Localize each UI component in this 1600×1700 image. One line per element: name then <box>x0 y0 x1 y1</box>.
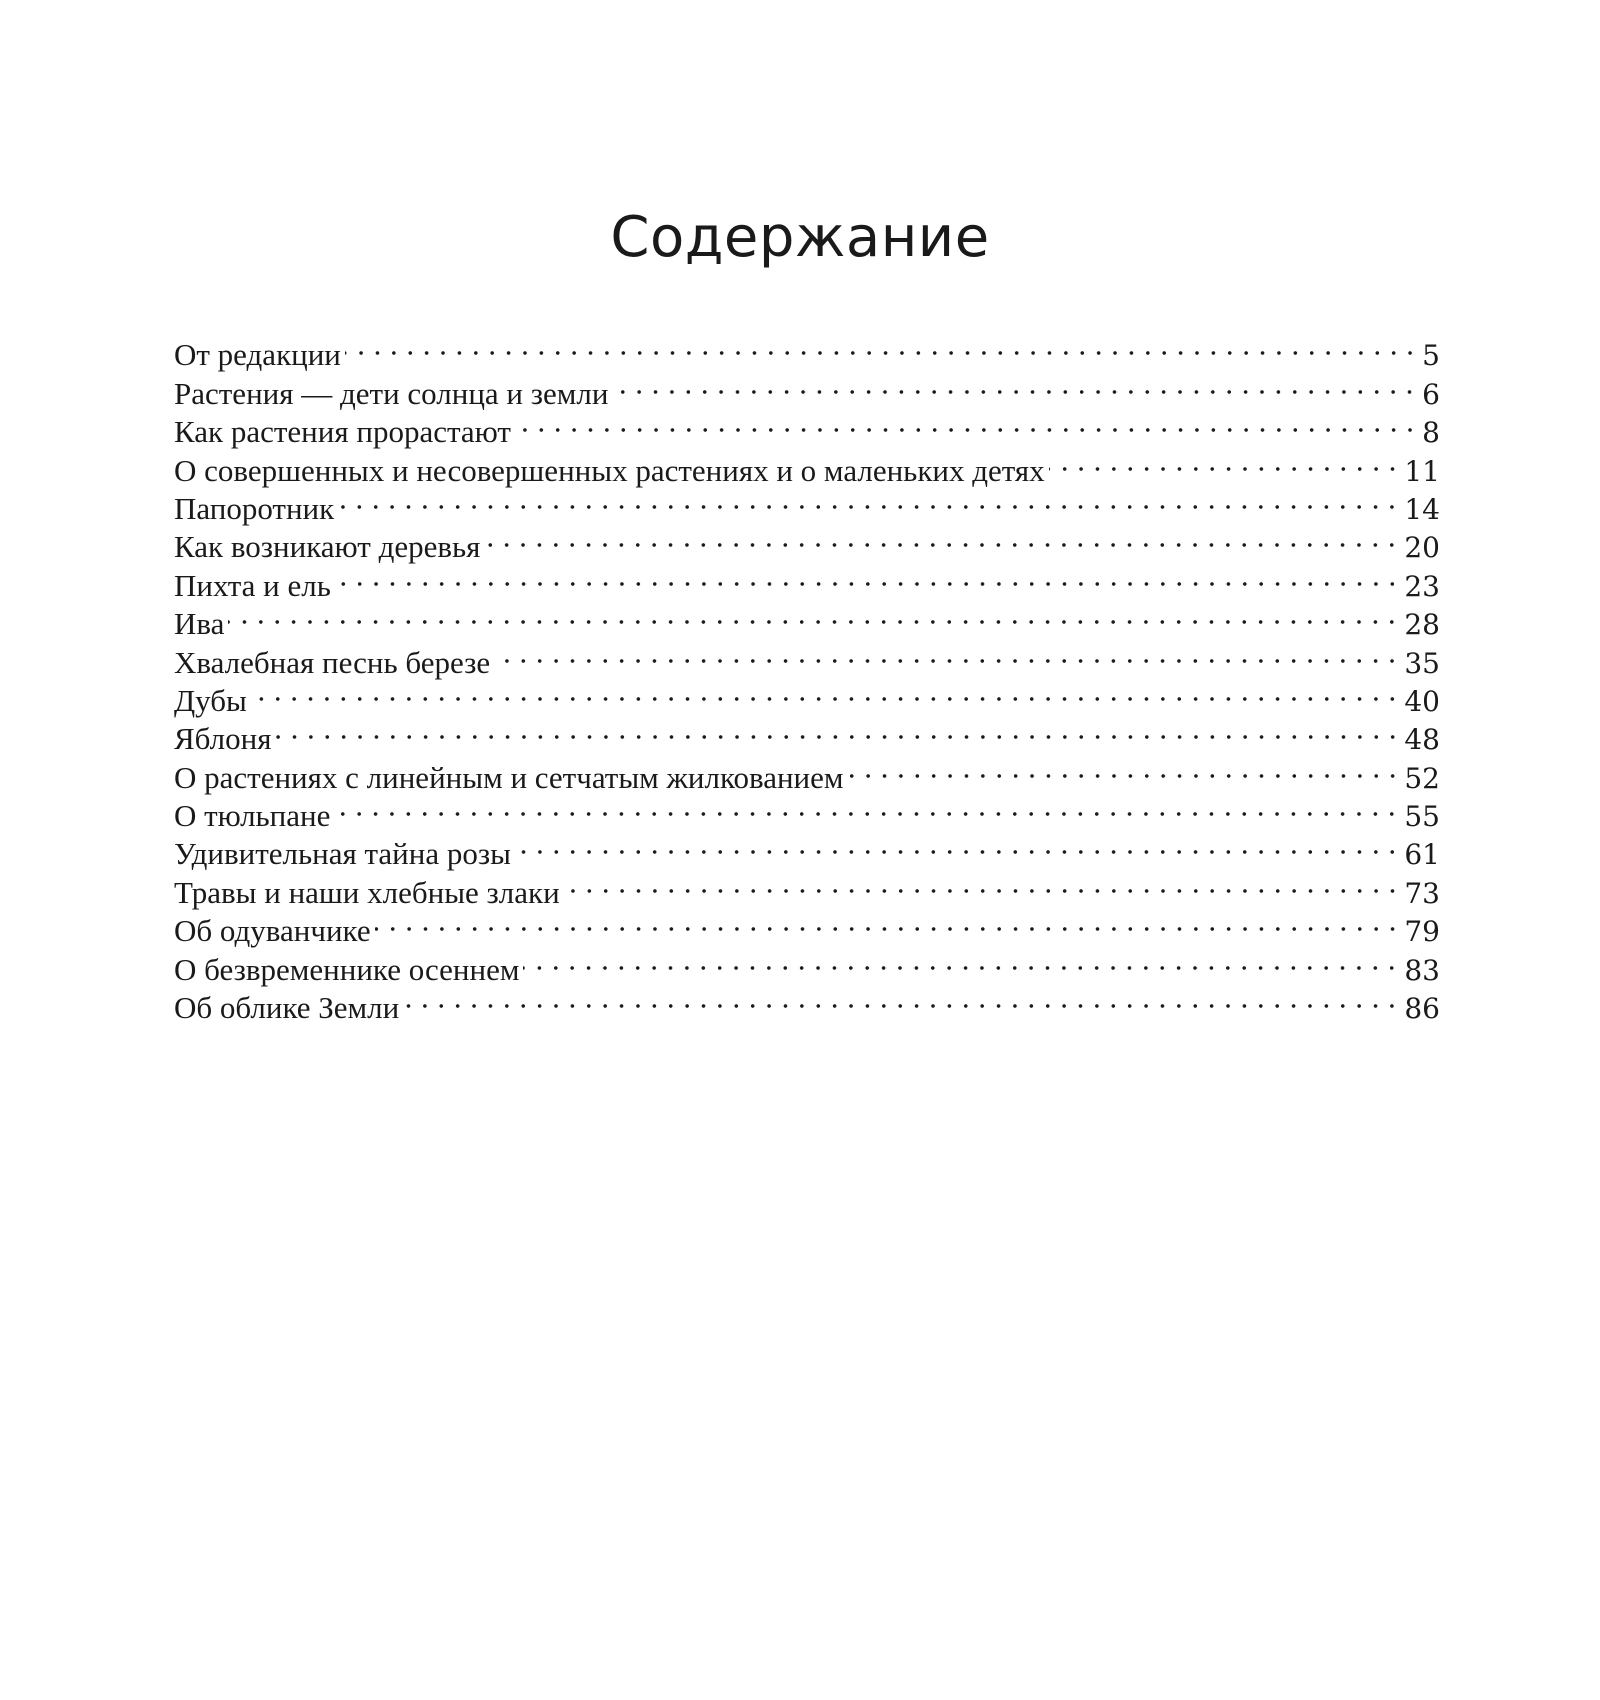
toc-entry <box>174 711 1440 757</box>
dot-leader <box>228 596 1400 634</box>
dot-leader <box>338 481 1400 519</box>
toc-entry-title: О совершенных и несовершенных растениях и о маленьких детях <box>174 452 1045 488</box>
toc-entry-page: 6 <box>1422 377 1440 411</box>
toc-entry <box>174 788 1440 834</box>
dot-leader <box>251 673 1401 711</box>
dot-leader <box>494 634 1400 672</box>
toc-entry-title: Как растения прорастают <box>174 414 511 450</box>
toc-entry-title: Травы и наши хлебные злаки <box>174 874 560 910</box>
toc-entry-title: Пихта и ель <box>174 567 331 603</box>
toc-entry-title: Дубы <box>174 682 247 718</box>
page-title: Содержание <box>610 205 990 270</box>
toc-entry <box>174 596 1440 642</box>
toc-entry <box>174 519 1440 565</box>
toc-entry-title: Ива <box>174 606 225 642</box>
toc-entry-title: Яблоня <box>174 721 272 757</box>
toc-entry-page: 5 <box>1422 339 1440 373</box>
toc-entry <box>174 557 1440 603</box>
toc-entry-title: Удивительная тайна розы <box>174 836 511 872</box>
dot-leader <box>523 941 1400 979</box>
dot-leader <box>334 788 1400 826</box>
dot-leader <box>848 749 1401 787</box>
toc-entry <box>174 634 1440 680</box>
toc-entry <box>174 365 1440 411</box>
toc-entry-title: Папоротник <box>174 490 335 526</box>
toc-entry-title: Как возникают деревья <box>174 529 481 565</box>
toc-entry <box>174 481 1440 526</box>
toc-entry-page: 52 <box>1404 761 1440 795</box>
dot-leader <box>335 557 1401 595</box>
toc-entry-title: Растения — дети солнца и земли <box>174 375 609 411</box>
dot-leader <box>375 903 1401 941</box>
dot-leader <box>564 864 1401 902</box>
toc-entry <box>174 749 1440 795</box>
toc-entry-page: 48 <box>1404 723 1440 757</box>
toc-entry-title: Об одуванчике <box>174 913 371 949</box>
dot-leader <box>1049 442 1401 480</box>
dot-leader <box>515 826 1400 864</box>
toc-entry-page: 14 <box>1404 492 1440 526</box>
toc-entry-page: 11 <box>1404 454 1440 488</box>
dot-leader <box>403 980 1400 1018</box>
toc-entry-title: Хвалебная песнь березе <box>174 644 491 680</box>
toc-entry-page: 35 <box>1404 646 1440 680</box>
toc-entry <box>174 327 1440 373</box>
toc-entry-page: 79 <box>1404 915 1440 949</box>
toc-entry-title: О безвременнике осеннем <box>174 951 520 987</box>
toc-entry-page: 8 <box>1422 416 1440 450</box>
dot-leader <box>345 327 1418 365</box>
toc-entry-page: 61 <box>1404 838 1440 872</box>
toc-entry-title: От редакции <box>174 337 341 373</box>
toc-entry <box>174 673 1440 718</box>
toc-entry-page: 83 <box>1404 953 1440 987</box>
toc-entry-title: Об облике Земли <box>174 990 400 1026</box>
toc-entry <box>174 826 1440 872</box>
toc-entry-page: 55 <box>1404 800 1440 834</box>
toc-entry-page: 23 <box>1404 569 1440 603</box>
toc-entry-title: О растениях с линейным и сетчатым жилкованием <box>174 759 844 795</box>
dot-leader <box>612 365 1418 403</box>
dot-leader <box>276 711 1401 749</box>
table-of-contents <box>174 327 1440 1026</box>
dot-leader <box>515 404 1418 442</box>
dot-leader <box>484 519 1400 557</box>
toc-entry-page: 86 <box>1404 992 1440 1026</box>
toc-entry-page: 73 <box>1404 876 1440 910</box>
toc-entry-title: О тюльпане <box>174 798 331 834</box>
toc-entry-page: 40 <box>1404 684 1440 718</box>
toc-entry-page: 20 <box>1404 531 1440 565</box>
toc-entry-page: 28 <box>1404 608 1440 642</box>
